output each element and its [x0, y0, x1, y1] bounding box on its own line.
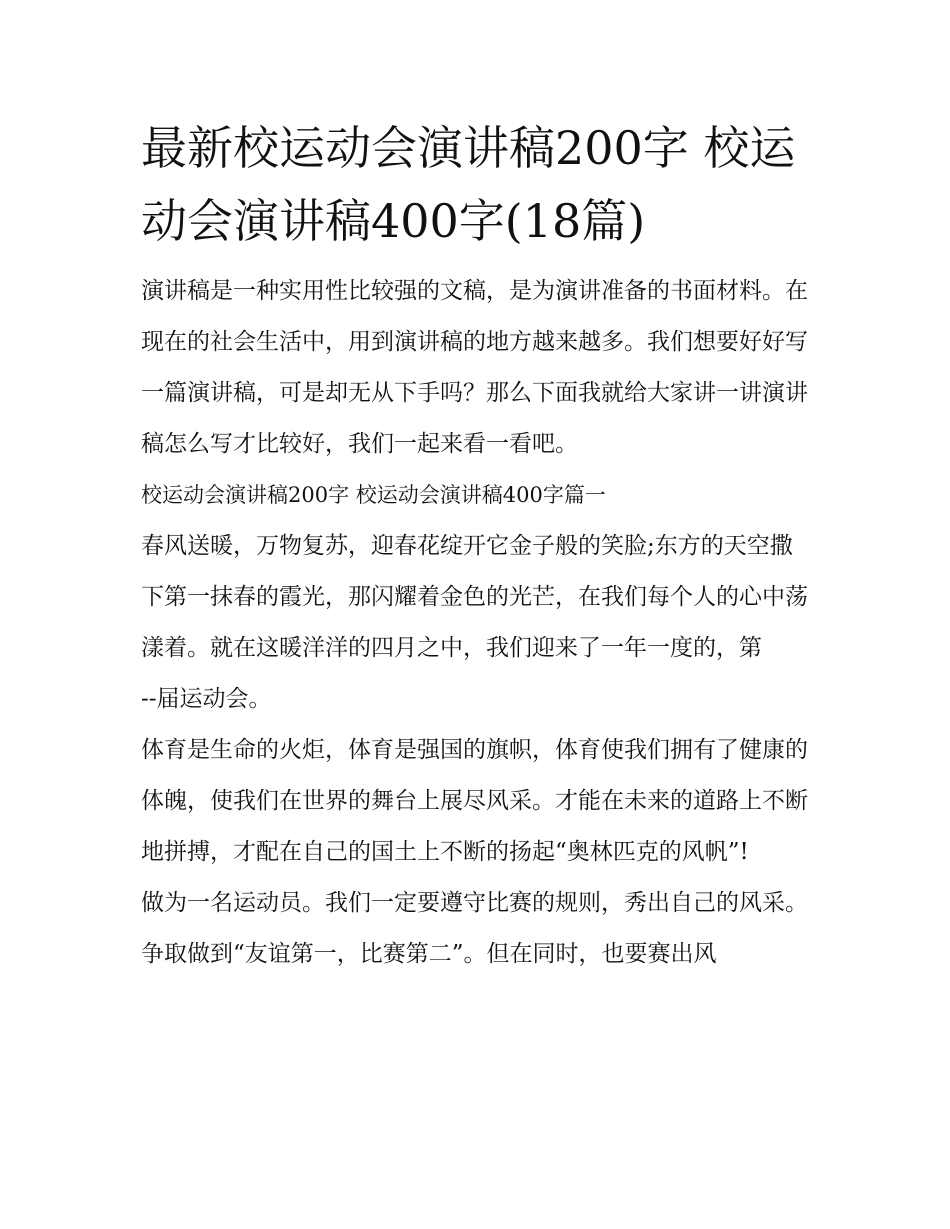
- section-heading: 校运动会演讲稿200字 校运动会演讲稿400字篇一: [141, 483, 606, 507]
- body-paragraph: 体育是生命的火炬，体育是强国的旗帜，体育使我们拥有了健康的体魄，使我们在世界的舞台上展尽风采。才能在未来的道路上不断地拼搏，才配在自己的国土上不断的扬起“奥林匹克的风帆”!: [141, 737, 808, 865]
- body-paragraph: --届运动会。: [141, 686, 272, 712]
- document-body: [141, 266, 813, 980]
- document-title: 最新校运动会演讲稿200字 校运动会演讲稿400字(18篇): [141, 121, 796, 248]
- document-page: [141, 112, 813, 980]
- body-paragraph: 做为一名运动员。我们一定要遵守比赛的规则，秀出自己的风采。争取做到“友谊第一，比赛第二”。但在同时，也要赛出风: [141, 890, 808, 967]
- body-paragraph: 春风送暖，万物复苏，迎春花绽开它金子般的笑脸;东方的天空撒下第一抹春的霞光，那闪耀着金色的光芒，在我们每个人的心中荡漾着。就在这暖洋洋的四月之中，我们迎来了一年一度的，第: [141, 533, 808, 661]
- intro-paragraph: 演讲稿是一种实用性比较强的文稿，是为演讲准备的书面材料。在现在的社会生活中，用到演讲稿的地方越来越多。我们想要好好写一篇演讲稿，可是却无从下手吗？那么下面我就给大家讲一讲演讲稿怎么写才比较好，我们一起来看一看吧。: [141, 278, 808, 457]
